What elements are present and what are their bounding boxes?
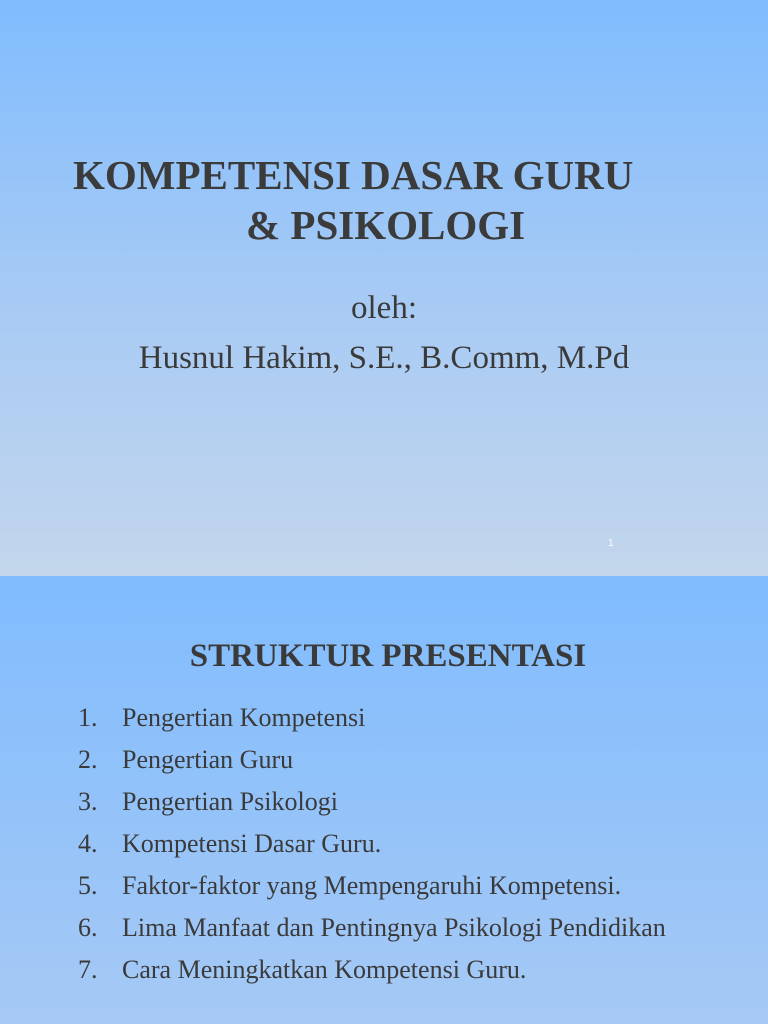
byline-prefix: oleh:: [351, 290, 417, 326]
list-item: [0, 952, 768, 988]
section-title: STRUKTUR PRESENTASI: [189, 638, 587, 674]
title-line-2: & PSIKOLOGI: [246, 202, 526, 248]
list-item-text: Pengertian Kompetensi: [122, 703, 366, 732]
list-item-text: Faktor-faktor yang Mempengaruhi Kompetensi.: [122, 871, 622, 900]
slide-title: [0, 150, 768, 250]
agenda-list: [0, 700, 768, 994]
slide-2: [0, 576, 768, 1024]
list-item-text: Lima Manfaat dan Pentingnya Psikologi Pendidikan: [122, 913, 666, 942]
list-item-number: 7.: [78, 955, 98, 984]
byline: [0, 283, 768, 383]
list-item-text: Kompetensi Dasar Guru.: [122, 829, 382, 858]
list-item-number: 4.: [78, 829, 98, 858]
slide-number: 1: [608, 538, 614, 549]
list-item-text: Cara Meningkatkan Kompetensi Guru.: [122, 955, 527, 984]
list-item: [0, 742, 768, 778]
list-item-text: Pengertian Guru: [122, 745, 294, 774]
list-item-number: 2.: [78, 745, 98, 774]
list-item-number: 1.: [78, 703, 98, 732]
list-item-number: 5.: [78, 871, 98, 900]
list-item-text: Pengertian Psikologi: [122, 787, 338, 816]
list-item: [0, 826, 768, 862]
title-line-1: KOMPETENSI DASAR GURU: [73, 152, 634, 198]
list-item: [0, 700, 768, 736]
list-item: [0, 910, 768, 946]
author-name: Husnul Hakim, S.E., B.Comm, M.Pd: [138, 340, 630, 376]
list-item: [0, 868, 768, 904]
list-item-number: 6.: [78, 913, 98, 942]
list-item: [0, 784, 768, 820]
list-item-number: 3.: [78, 787, 98, 816]
